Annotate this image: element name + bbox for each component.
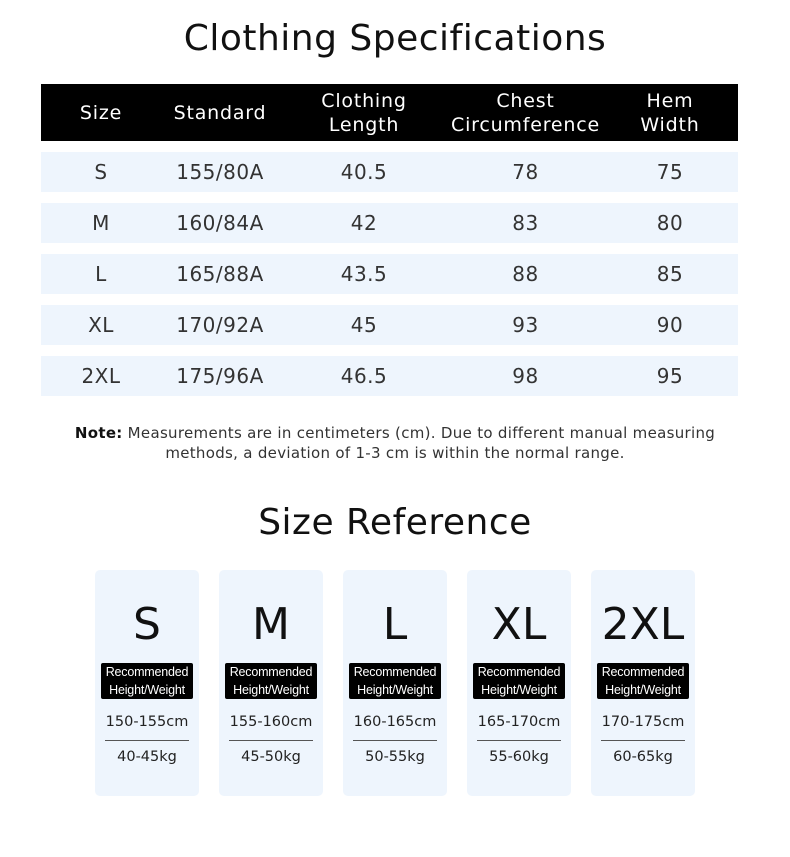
card-weight: 45-50kg (241, 749, 301, 765)
card-divider (229, 740, 313, 741)
card-size: XL (491, 599, 547, 650)
cell-hem: 95 (656, 364, 684, 388)
size-card-xl (467, 570, 571, 796)
cell-chest: 98 (512, 364, 539, 388)
card-divider (601, 740, 685, 741)
card-divider (353, 740, 437, 741)
card-divider (105, 740, 189, 741)
cell-hem: 85 (656, 262, 684, 286)
cell-standard: 155/80A (176, 160, 264, 184)
table-row (41, 305, 738, 345)
cell-standard: 175/96A (176, 364, 264, 388)
cell-chest: 93 (512, 313, 539, 337)
cell-chest: 78 (512, 160, 539, 184)
recommended-badge: Recommended Height/Weight (597, 663, 689, 699)
card-size: S (133, 599, 161, 650)
cell-chest: 88 (512, 262, 539, 286)
table-row (41, 152, 738, 192)
size-card-l (343, 570, 447, 796)
cell-clothing-length: 45 (350, 313, 378, 337)
cell-size: L (95, 262, 107, 286)
cell-clothing-length: 42 (350, 211, 378, 235)
cell-standard: 170/92A (176, 313, 264, 337)
card-weight: 50-55kg (365, 749, 425, 765)
cell-size: M (92, 211, 110, 235)
recommended-badge: Recommended Height/Weight (225, 663, 317, 699)
card-weight: 55-60kg (489, 749, 549, 765)
table-row (41, 254, 738, 294)
note-label: Note: (74, 424, 123, 442)
note-line-1: Measurements are in centimeters (cm). Due to different manual measuring (122, 424, 716, 442)
table-header (41, 84, 738, 141)
size-reference-title: Size Reference (258, 502, 532, 543)
size-card-2xl (591, 570, 695, 796)
cell-size: 2XL (81, 364, 121, 388)
card-size: M (252, 599, 290, 650)
size-reference-cards (95, 570, 695, 796)
card-height: 170-175cm (601, 714, 685, 730)
recommended-badge: Recommended Height/Weight (101, 663, 193, 699)
recommended-badge: Recommended Height/Weight (349, 663, 441, 699)
recommended-badge: Recommended Height/Weight (473, 663, 565, 699)
cell-clothing-length: 46.5 (340, 364, 388, 388)
card-height: 155-160cm (229, 714, 313, 730)
table-row (41, 203, 738, 243)
card-size: L (382, 599, 408, 650)
card-height: 165-170cm (477, 714, 561, 730)
card-height: 160-165cm (353, 714, 437, 730)
cell-hem: 90 (656, 313, 684, 337)
size-card-m (219, 570, 323, 796)
header-chest-circumference: Chest Circumference (451, 89, 600, 136)
cell-clothing-length: 43.5 (340, 262, 388, 286)
size-table (41, 84, 738, 396)
cell-clothing-length: 40.5 (340, 160, 388, 184)
card-weight: 40-45kg (117, 749, 177, 765)
cell-hem: 75 (656, 160, 684, 184)
size-card-s (95, 570, 199, 796)
cell-hem: 80 (656, 211, 684, 235)
cell-size: S (94, 160, 108, 184)
measurement-note (40, 423, 750, 463)
header-size: Size (79, 101, 123, 124)
table-row (41, 356, 738, 396)
header-hem-width: Hem Width (640, 89, 700, 136)
specifications-title: Clothing Specifications (183, 18, 607, 59)
card-height: 150-155cm (105, 714, 189, 730)
header-standard: Standard (173, 101, 267, 124)
cell-standard: 165/88A (176, 262, 264, 286)
cell-size: XL (88, 313, 114, 337)
note-line-2: methods, a deviation of 1-3 cm is within the normal range. (165, 444, 625, 462)
card-weight: 60-65kg (613, 749, 673, 765)
header-clothing-length: Clothing Length (321, 89, 407, 136)
cell-standard: 160/84A (176, 211, 264, 235)
cell-chest: 83 (512, 211, 539, 235)
card-size: 2XL (601, 599, 685, 650)
card-divider (477, 740, 561, 741)
